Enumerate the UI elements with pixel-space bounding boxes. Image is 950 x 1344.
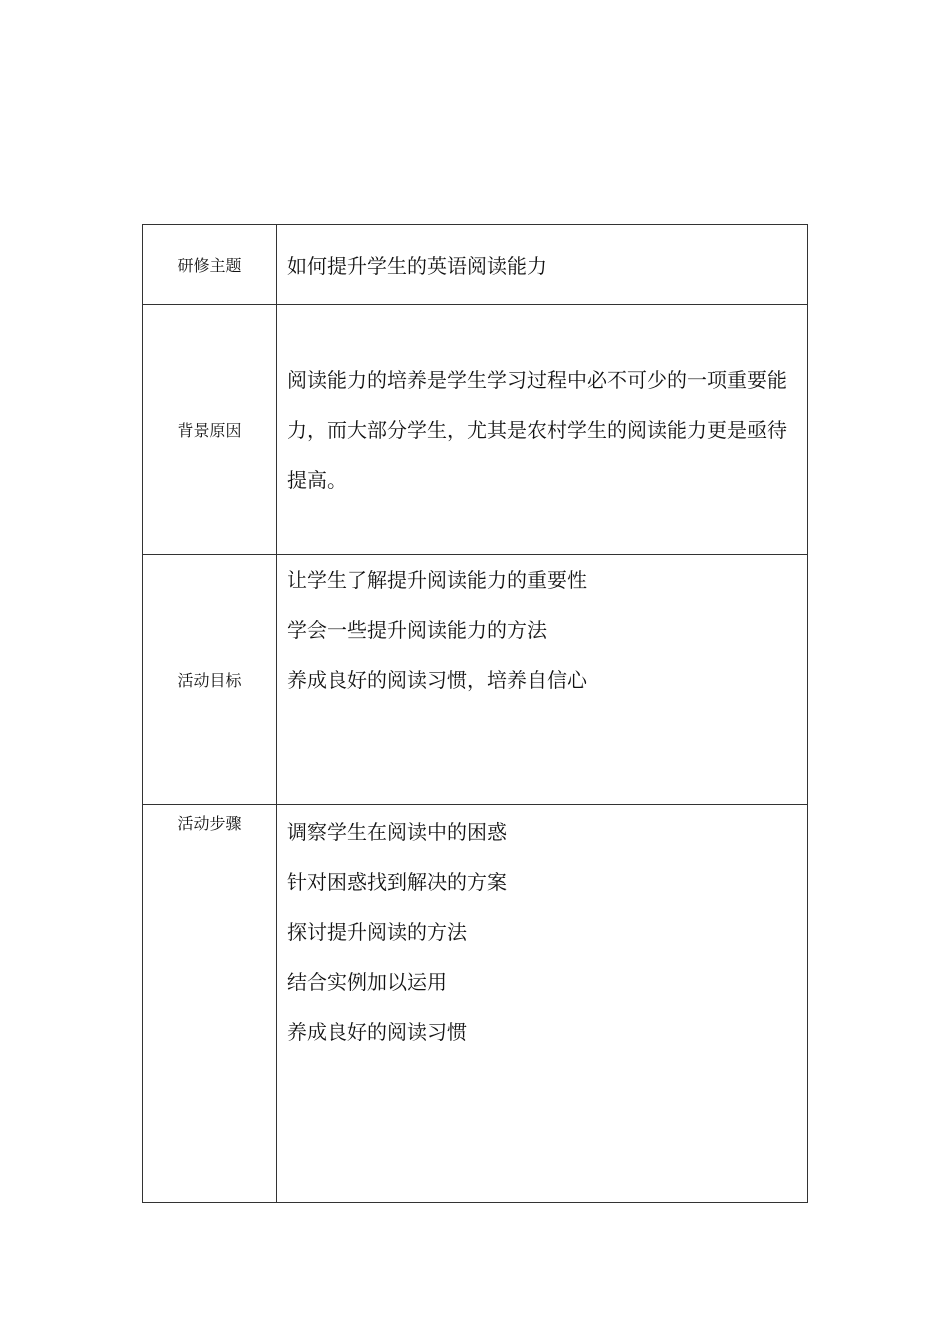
topic-row [143,225,808,305]
background-cell [277,305,808,555]
topic-value: 如何提升学生的英语阅读能力 [277,225,808,305]
steps-label: 活动步骤 [143,805,277,1203]
goals-row [143,555,808,805]
goals-cell [277,555,808,805]
topic-label: 研修主题 [143,225,277,305]
step-item: 养成良好的阅读习惯 [287,1020,467,1044]
goals-list [287,555,801,705]
goal-item: 养成良好的阅读习惯，培养自信心 [287,668,587,692]
goal-item: 让学生了解提升阅读能力的重要性 [287,568,587,592]
goal-item: 学会一些提升阅读能力的方法 [287,618,547,642]
goals-label: 活动目标 [143,555,277,805]
step-item: 探讨提升阅读的方法 [287,920,467,944]
step-item: 调察学生在阅读中的困惑 [287,820,507,844]
background-label: 背景原因 [143,305,277,555]
steps-cell [277,805,808,1203]
background-row [143,305,808,555]
step-item: 结合实例加以运用 [287,970,447,994]
steps-row [143,805,808,1203]
steps-list [287,807,801,1057]
background-text: 阅读能力的培养是学生学习过程中必不可少的一项重要能力，而大部分学生，尤其是农村学生的阅读能力更是亟待提高。 [287,367,787,492]
step-item: 针对困惑找到解决的方案 [287,870,507,894]
research-plan-table [142,224,808,1203]
